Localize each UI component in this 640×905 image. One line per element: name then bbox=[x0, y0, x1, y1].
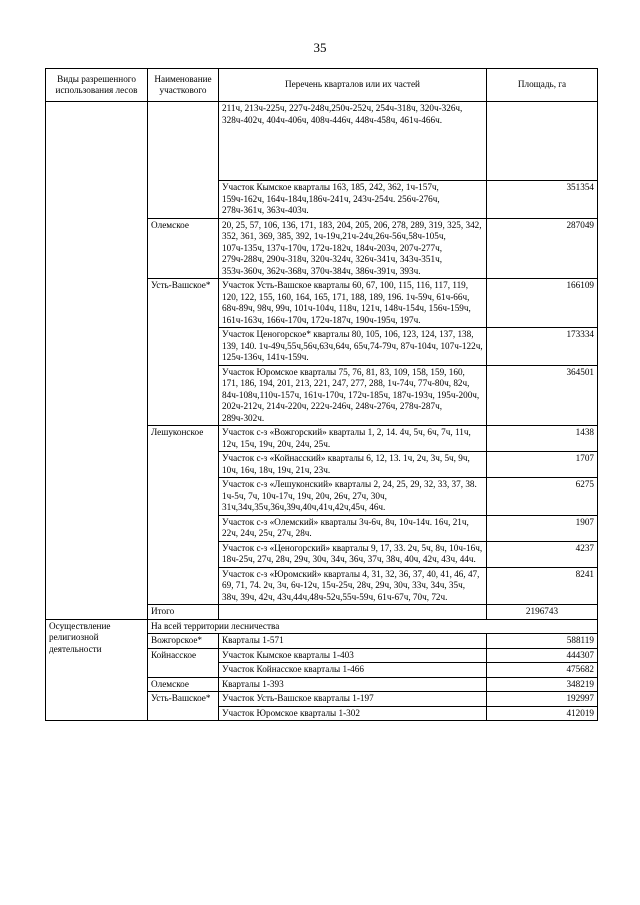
area-cell: 412019 bbox=[487, 706, 598, 721]
quarters-cell: Кварталы 1-571 bbox=[219, 634, 487, 649]
quarters-cell: Участок с-з «Юромский» кварталы 4, 31, 32, 36, 37, 40, 41, 46, 47, 69, 71, 74. 2ч, 3ч, 6ч-12ч, 15ч-25ч, 28ч, 29ч, 30ч, 33ч, 34ч, 35ч, 38ч, 39ч, 42ч, 43ч,44ч,48ч-52ч,55ч-59ч, 61ч-67ч, 70ч, 72ч. bbox=[219, 567, 487, 605]
area-cell: 364501 bbox=[487, 365, 598, 426]
area-cell: 4237 bbox=[487, 541, 598, 567]
district-cell: Койнасское bbox=[148, 648, 219, 677]
area-cell: 1907 bbox=[487, 515, 598, 541]
area-cell: 192997 bbox=[487, 692, 598, 707]
district-cell: Олемское bbox=[148, 677, 219, 692]
quarters-cell: Участок с-з «Вожгорский» кварталы 1, 2, 14. 4ч, 5ч, 6ч, 7ч, 11ч, 12ч, 15ч, 19ч, 20ч, 24ч, 25ч. bbox=[219, 426, 487, 452]
area-cell: 348219 bbox=[487, 677, 598, 692]
area-cell: 444307 bbox=[487, 648, 598, 663]
quarters-cell: 20, 25, 57, 106, 136, 171, 183, 204, 205, 206, 278, 289, 319, 325, 342, 352, 361, 369, 385, 392, 1ч-19ч,21ч-24ч,26ч-56ч,58ч-105ч, 107ч-135ч, 137ч-170ч, 172ч-182ч, 184ч-203ч, 207ч-277ч, 279ч-288ч, 290ч-318ч, 320ч-324ч, 326ч-341ч, 343ч-351ч, 353ч-360ч, 362ч-368ч, 370ч-384ч, 386ч-391ч, 393ч. bbox=[219, 218, 487, 279]
quarters-cell: Участок Ценогорское* кварталы 80, 105, 106, 123, 124, 137, 138, 139, 140. 1ч-49ч,55ч,56ч,63ч,64ч, 65ч,74-79ч, 87ч-104ч, 107ч-122ч, 125ч-136ч, 141ч-159ч. bbox=[219, 328, 487, 366]
quarters-cell: Участок Юромское кварталы 1-302 bbox=[219, 706, 487, 721]
use-cell: Осуществление религиозной деятельности bbox=[46, 619, 148, 721]
area-cell: 1438 bbox=[487, 426, 598, 452]
quarters-cell: 211ч, 213ч-225ч, 227ч-248ч,250ч-252ч, 254ч-318ч, 320ч-326ч, 328ч-402ч, 404ч-406ч, 408ч-446ч, 448ч-458ч, 461ч-466ч. bbox=[219, 102, 487, 181]
quarters-cell: Участок с-з «Лешуконский» кварталы 2, 24, 25, 29, 32, 33, 37, 38. 1ч-5ч, 7ч, 10ч-17ч, 19ч, 20ч, 26ч, 27ч, 30ч, 31ч,34ч,35ч,36ч,39ч,40ч,41ч,42ч,45ч, 46ч. bbox=[219, 478, 487, 516]
quarters-cell: Участок с-з «Ценогорский» кварталы 9, 17, 33. 2ч, 5ч, 8ч, 10ч-16ч, 18ч-25ч, 27ч, 28ч, 29ч, 30ч, 34ч, 36ч, 37ч, 38ч, 40ч, 42ч, 43ч, 44ч. bbox=[219, 541, 487, 567]
quarters-cell: Участок Усть-Вашское кварталы 1-197 bbox=[219, 692, 487, 707]
territory-cell: На всей территории лесничества bbox=[148, 619, 598, 634]
table-row bbox=[46, 619, 598, 634]
quarters-cell: Участок Койнасское кварталы 1-466 bbox=[219, 663, 487, 678]
total-area: 2196743 bbox=[487, 605, 598, 620]
header-district: Наименование участкового bbox=[148, 69, 219, 102]
district-cell: Вожгорское* bbox=[148, 634, 219, 649]
total-empty bbox=[219, 605, 487, 620]
district-cell: Олемское bbox=[148, 218, 219, 279]
quarters-cell: Участок Усть-Вашское кварталы 60, 67, 100, 115, 116, 117, 119, 120, 122, 155, 160, 164, 165, 171, 188, 189, 196. 1ч-59ч, 61ч-66ч, 68ч-89ч, 98ч, 99ч, 101ч-104ч, 118ч, 121ч, 148ч-154ч, 156ч-159ч, 161ч-163ч, 166ч-170ч, 172ч-187ч, 190ч-195ч, 197ч. bbox=[219, 279, 487, 328]
quarters-cell: Участок с-з «Койнасский» кварталы 6, 12, 13. 1ч, 2ч, 3ч, 5ч, 9ч, 10ч, 16ч, 18ч, 19ч, 21ч, 23ч. bbox=[219, 452, 487, 478]
area-cell: 6275 bbox=[487, 478, 598, 516]
district-cell: Лешуконское bbox=[148, 426, 219, 605]
area-cell: 173334 bbox=[487, 328, 598, 366]
total-label: Итого bbox=[148, 605, 219, 620]
district-cell: Усть-Вашское* bbox=[148, 279, 219, 426]
forest-use-table bbox=[45, 68, 598, 721]
quarters-cell: Участок Юромское кварталы 75, 76, 81, 83, 109, 158, 159, 160, 171, 186, 194, 201, 213, 221, 247, 277, 288, 1ч-74ч, 77ч-80ч, 82ч, 84ч-108ч,110ч-157ч, 161ч-170ч, 172ч-185ч, 187ч-193ч, 195ч-200ч, 202ч-212ч, 214ч-220ч, 222ч-246ч, 248ч-276ч, 278ч-287ч, 289ч-302ч. bbox=[219, 365, 487, 426]
page-number: 35 bbox=[313, 40, 327, 55]
table-row bbox=[46, 102, 598, 181]
quarters-cell: Кварталы 1-393 bbox=[219, 677, 487, 692]
header-area: Площадь, га bbox=[487, 69, 598, 102]
area-cell: 166109 bbox=[487, 279, 598, 328]
area-cell: 1707 bbox=[487, 452, 598, 478]
area-cell: 588119 bbox=[487, 634, 598, 649]
district-cell: Усть-Вашское* bbox=[148, 692, 219, 721]
quarters-cell: Участок Кымское кварталы 163, 185, 242, 362, 1ч-157ч, 159ч-162ч, 164ч-184ч,186ч-241ч, 243ч-254ч. 256ч-276ч, 278ч-361ч, 363ч-403ч. bbox=[219, 181, 487, 219]
area-cell: 287049 bbox=[487, 218, 598, 279]
area-cell: 351354 bbox=[487, 181, 598, 219]
table-header-row bbox=[46, 69, 598, 102]
area-cell: 475682 bbox=[487, 663, 598, 678]
district-cell-empty bbox=[148, 102, 219, 219]
quarters-cell: Участок Кымское кварталы 1-403 bbox=[219, 648, 487, 663]
area-cell: 8241 bbox=[487, 567, 598, 605]
area-cell-empty bbox=[487, 102, 598, 181]
use-cell-empty bbox=[46, 102, 148, 620]
header-use: Виды разрешенного использования лесов bbox=[46, 69, 148, 102]
header-quarters: Перечень кварталов или их частей bbox=[219, 69, 487, 102]
quarters-cell: Участок с-з «Олемский» кварталы 3ч-6ч, 8ч, 10ч-14ч. 16ч, 21ч, 22ч, 24ч, 25ч, 27ч, 28ч. bbox=[219, 515, 487, 541]
